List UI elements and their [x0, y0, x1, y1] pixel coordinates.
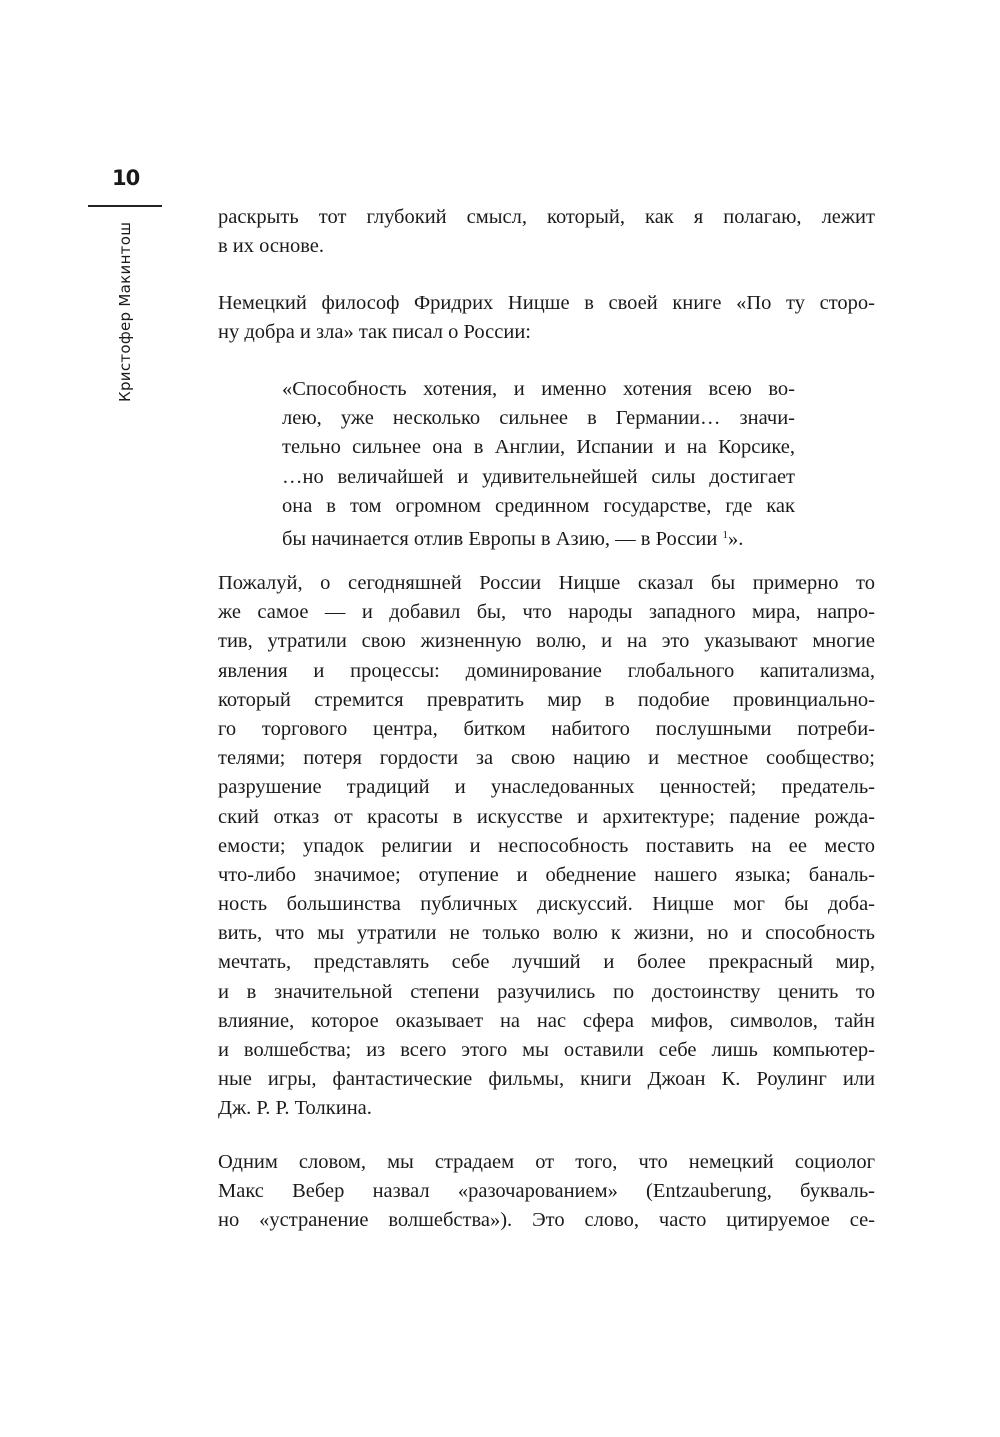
- text-line: [218, 773, 875, 802]
- text-line: [218, 1065, 875, 1094]
- line-text: ные игры, фантастические фильмы, книги Джоан К. Роулинг или: [218, 1068, 875, 1091]
- paragraph: [218, 289, 875, 347]
- text-line: [218, 627, 875, 656]
- line-text: Дж. Р. Р. Толкина.: [218, 1097, 372, 1120]
- line-text: Немецкий философ Фридрих Ницше в своей книге «По ту сторо-: [218, 292, 875, 314]
- text-line: [282, 521, 795, 550]
- line-text: бы начинается отлив Европы в Азию, — в России: [282, 527, 718, 550]
- text-line: [218, 232, 875, 261]
- line-text: раскрыть тот глубокий смысл, который, как я полагаю, лежит: [218, 206, 875, 228]
- text-line: [282, 433, 795, 462]
- line-text: Макс Вебер назвал «разочарованием» (Entzauberung, букваль-: [218, 1180, 875, 1203]
- line-text: она в том огромном срединном государстве, где как: [282, 494, 795, 517]
- line-text: Одним словом, мы страдаем от того, что немецкий социолог: [218, 1151, 875, 1173]
- text-line: [218, 744, 875, 773]
- line-text: емости; упадок религии и неспособность поставить на ее место: [218, 834, 875, 857]
- line-text: что-либо значимое; отупение и обеднение нашего языка; баналь-: [218, 863, 875, 886]
- text-line: [218, 289, 875, 318]
- text-line: [218, 978, 875, 1007]
- text-line: [218, 1036, 875, 1065]
- line-text: вить, что мы утратили не только волю к жизни, но и способность: [218, 922, 875, 945]
- line-text: и в значительной степени разучились по достоинству ценить то: [218, 980, 875, 1003]
- text-line: [218, 1148, 875, 1177]
- paragraph: [218, 1148, 875, 1236]
- line-text: …но величайшей и удивительнейшей силы достигает: [282, 465, 795, 488]
- text-line: [218, 861, 875, 890]
- line-text: лею, уже несколько сильнее в Германии… значи-: [282, 407, 795, 430]
- line-text: «Способность хотения, и именно хотения всею во-: [282, 378, 795, 400]
- line-text: влияние, которое оказывает на нас сфера мифов, символов, тайн: [218, 1009, 875, 1032]
- block-quote: [282, 375, 795, 550]
- line-text: телями; потеря гордости за свою нацию и местное сообщество;: [218, 747, 875, 770]
- line-text: мечтать, представлять себе лучший и более прекрасный мир,: [218, 951, 875, 974]
- text-line: [218, 657, 875, 686]
- text-line: [218, 686, 875, 715]
- text-line: [218, 598, 875, 627]
- footnote-mark[interactable]: 1: [722, 528, 728, 541]
- line-text: тив, утратили свою жизненную волю, и на это указывают многие: [218, 630, 875, 653]
- line-text: же самое — и добавил бы, что народы западного мира, напро-: [218, 601, 875, 624]
- text-line: [282, 463, 795, 492]
- text-line: [218, 890, 875, 919]
- line-text: в их основе.: [218, 235, 325, 258]
- text-line: [218, 569, 875, 598]
- line-text: но «устранение волшебства»). Это слово, часто цитируемое се-: [218, 1209, 875, 1232]
- paragraph: [218, 203, 875, 261]
- text-line: [282, 375, 795, 404]
- text-line: [218, 1206, 875, 1235]
- running-head-author: Кристофер Макинтош: [116, 221, 134, 402]
- text-line: [218, 203, 875, 232]
- quote-closing: ».: [727, 527, 744, 550]
- text-line: [282, 492, 795, 521]
- line-text: ну добра и зла» так писал о России:: [218, 321, 532, 344]
- line-text: тельно сильнее она в Англии, Испании и на Корсике,: [282, 436, 795, 459]
- text-line: [218, 1007, 875, 1036]
- text-line: [218, 803, 875, 832]
- line-text: ский отказ от красоты в искусстве и архитектуре; падение рожда-: [218, 805, 875, 828]
- header-rule: [88, 205, 162, 207]
- line-text: ность большинства публичных дискуссий. Ницше мог бы доба-: [218, 893, 875, 916]
- text-line: [218, 919, 875, 948]
- text-line: [218, 715, 875, 744]
- line-text: явления и процессы: доминирование глобального капитализма,: [218, 659, 875, 682]
- text-line: [218, 832, 875, 861]
- page-number: 10: [112, 166, 140, 190]
- text-line: [218, 1177, 875, 1206]
- line-text: и волшебства; из всего этого мы оставили себе лишь компьютер-: [218, 1039, 875, 1061]
- line-text: го торгового центра, битком набитого послушными потреби-: [218, 717, 875, 740]
- text-line: [218, 318, 875, 347]
- line-text: разрушение традиций и унаследованных ценностей; предатель-: [218, 776, 875, 799]
- line-text: который стремится превратить мир в подобие провинциально-: [218, 688, 875, 711]
- text-line: [282, 404, 795, 433]
- line-text: Пожалуй, о сегодняшней России Ницше сказал бы примерно то: [218, 572, 875, 594]
- text-line: [218, 1094, 875, 1123]
- paragraph: [218, 569, 875, 1124]
- text-line: [218, 948, 875, 977]
